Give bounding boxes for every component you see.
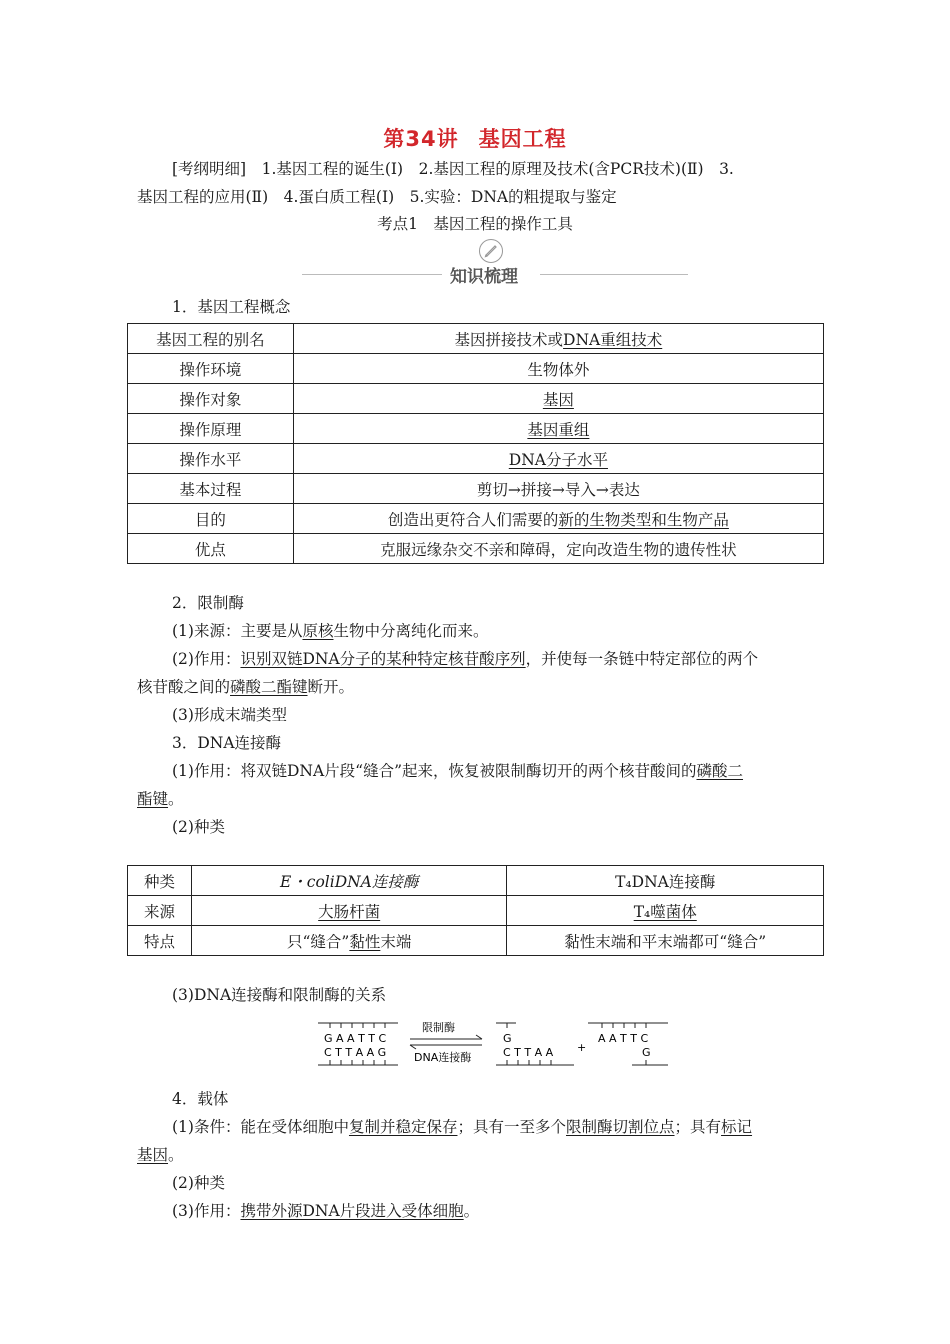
table-cell-value: 基因 bbox=[293, 384, 823, 414]
table-cell-value: 创造出更符合人们需要的新的生物类型和生物产品 bbox=[293, 504, 823, 534]
s4-p2: (2)种类 bbox=[172, 1174, 225, 1192]
table-cell-value: 基因拼接技术或DNA重组技术 bbox=[293, 324, 823, 354]
table-row bbox=[128, 444, 824, 474]
s2-p1: (1)来源：主要是从原核生物中分离纯化而来。 bbox=[172, 622, 489, 640]
table-cell-value: 剪切→拼接→导入→表达 bbox=[293, 474, 823, 504]
table-cell: 只“缝合”黏性末端 bbox=[191, 926, 507, 956]
seq-mid-bottom: C T T A A bbox=[503, 1046, 554, 1059]
seq-right-bottom: G bbox=[642, 1046, 651, 1059]
table-cell-label: 操作水平 bbox=[128, 444, 294, 474]
s2-p3: (3)形成末端类型 bbox=[172, 706, 287, 724]
s4-heading: 4．载体 bbox=[172, 1090, 229, 1108]
seq-left-bottom: C T T A A G bbox=[324, 1046, 387, 1059]
table-cell: T₄噬菌体 bbox=[507, 896, 824, 926]
table-row bbox=[128, 926, 824, 956]
table-cell: E・coliDNA连接酶 bbox=[191, 866, 507, 896]
lecture-number: 第34讲 bbox=[383, 127, 459, 151]
seq-right-top: A A T T C bbox=[598, 1032, 649, 1045]
table-cell: 来源 bbox=[128, 896, 192, 926]
table-cell-value: 基因重组 bbox=[293, 414, 823, 444]
table-row bbox=[128, 384, 824, 414]
table-row bbox=[128, 534, 824, 564]
table-row bbox=[128, 324, 824, 354]
table-cell-value: 克服远缘杂交不亲和障碍，定向改造生物的遗传性状 bbox=[293, 534, 823, 564]
kaodian-heading: 考点1 基因工程的操作工具 bbox=[377, 215, 573, 233]
outline-line-1: [考纲明细] 1.基因工程的诞生(Ⅰ) 2.基因工程的原理及技术(含PCR技术)(Ⅱ) 3. bbox=[172, 160, 734, 178]
seq-left-top: G A A T T C bbox=[324, 1032, 387, 1045]
s3-heading: 3．DNA连接酶 bbox=[172, 734, 282, 752]
table-row bbox=[128, 504, 824, 534]
table-cell-label: 基本过程 bbox=[128, 474, 294, 504]
plus-sign: + bbox=[577, 1041, 587, 1054]
s4-p3: (3)作用：携带外源DNA片段进入受体细胞。 bbox=[172, 1202, 480, 1220]
s3-p1: (1)作用：将双链DNA片段“缝合”起来，恢复被限制酶切开的两个核苷酸间的磷酸二 bbox=[172, 762, 744, 780]
table-cell: 黏性末端和平末端都可“缝合” bbox=[507, 926, 824, 956]
s1-heading: 1．基因工程概念 bbox=[172, 298, 291, 316]
s3-p2: (2)种类 bbox=[172, 818, 225, 836]
s3-p3: (3)DNA连接酶和限制酶的关系 bbox=[172, 986, 387, 1004]
arrow-label-top: 限制酶 bbox=[422, 1021, 455, 1034]
table-row bbox=[128, 414, 824, 444]
page-title bbox=[0, 123, 950, 153]
outline-line-2: 基因工程的应用(Ⅱ) 4.蛋白质工程(Ⅰ) 5.实验：DNA的粗提取与鉴定 bbox=[137, 188, 617, 206]
table-cell: 大肠杆菌 bbox=[191, 896, 507, 926]
table-row bbox=[128, 896, 824, 926]
section-label: 知识梳理 bbox=[450, 267, 518, 287]
table-cell: 种类 bbox=[128, 866, 192, 896]
table-row bbox=[128, 474, 824, 504]
table-cell-label: 目的 bbox=[128, 504, 294, 534]
table-cell-label: 优点 bbox=[128, 534, 294, 564]
table-cell: 特点 bbox=[128, 926, 192, 956]
ligase-table bbox=[127, 865, 824, 956]
table-cell-label: 基因工程的别名 bbox=[128, 324, 294, 354]
pencil-icon bbox=[479, 239, 503, 263]
table-cell-label: 操作对象 bbox=[128, 384, 294, 414]
s3-p1-cont: 酯键。 bbox=[137, 790, 184, 808]
s4-p1: (1)条件：能在受体细胞中复制并稳定保存；具有一至多个限制酶切割位点；具有标记 bbox=[172, 1118, 753, 1136]
table-cell-label: 操作原理 bbox=[128, 414, 294, 444]
table-cell: T₄DNA连接酶 bbox=[507, 866, 824, 896]
lecture-topic: 基因工程 bbox=[478, 127, 567, 151]
table-row bbox=[128, 866, 824, 896]
s2-p2-cont: 核苷酸之间的磷酸二酯键断开。 bbox=[137, 678, 355, 696]
concept-table bbox=[127, 323, 824, 564]
table-cell-value: 生物体外 bbox=[293, 354, 823, 384]
s2-p2: (2)作用：识别双链DNA分子的某种特定核苷酸序列，并使每一条链中特定部位的两个 bbox=[172, 650, 759, 668]
dna-cut-diagram bbox=[310, 1015, 680, 1070]
seq-mid-top: G bbox=[503, 1032, 512, 1045]
divider-right bbox=[540, 274, 688, 275]
arrow-label-bottom: DNA连接酶 bbox=[414, 1051, 472, 1064]
s4-p1-cont: 基因。 bbox=[137, 1146, 184, 1164]
s2-heading: 2．限制酶 bbox=[172, 594, 244, 612]
table-cell-label: 操作环境 bbox=[128, 354, 294, 384]
table-cell-value: DNA分子水平 bbox=[293, 444, 823, 474]
table-row bbox=[128, 354, 824, 384]
divider-left bbox=[302, 274, 442, 275]
